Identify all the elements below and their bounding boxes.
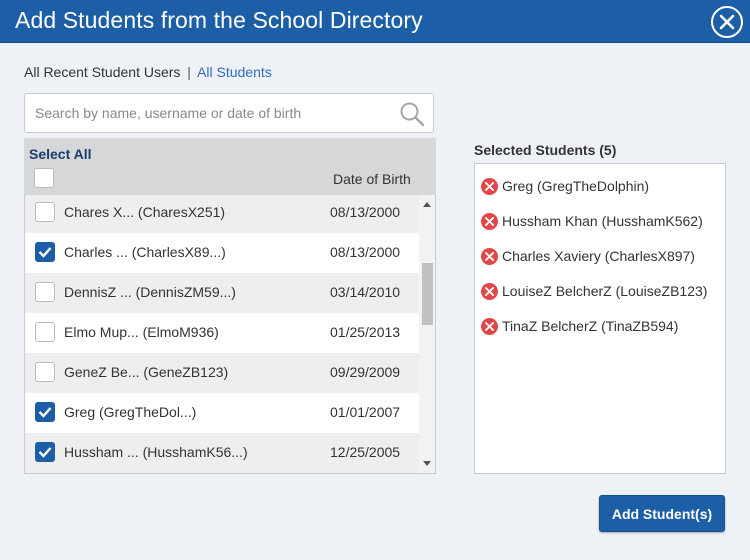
student-row[interactable] [25, 353, 419, 393]
remove-icon[interactable] [481, 178, 498, 195]
close-button[interactable] [711, 6, 743, 38]
student-checkbox[interactable] [35, 282, 55, 302]
student-checkbox[interactable] [35, 402, 55, 422]
student-name: DennisZ ... (DennisZM59...) [64, 284, 236, 300]
student-name: Charles ... (CharlesX89...) [64, 244, 226, 260]
student-row[interactable] [25, 195, 419, 233]
selected-student-label: LouiseZ BelcherZ (LouiseZB123) [502, 283, 708, 299]
student-name: GeneZ Be... (GeneZB123) [64, 364, 229, 380]
selected-student-label: TinaZ BelcherZ (TinaZB594) [502, 318, 679, 334]
student-name: Greg (GregTheDol...) [64, 404, 197, 420]
remove-icon[interactable] [481, 318, 498, 335]
student-checkbox[interactable] [35, 362, 55, 382]
student-dob: 01/25/2013 [330, 324, 401, 340]
add-students-button[interactable]: Add Student(s) [599, 495, 725, 532]
check-icon [38, 406, 52, 418]
student-row[interactable] [25, 393, 419, 433]
student-row[interactable] [25, 433, 419, 473]
scroll-thumb[interactable] [422, 263, 433, 325]
search-input[interactable] [25, 94, 395, 132]
student-checkbox[interactable] [35, 202, 55, 222]
selected-students-list [474, 163, 726, 474]
student-name: Chares X... (CharesX251) [64, 204, 226, 220]
student-name: Hussham ... (HusshamK56...) [64, 444, 248, 460]
student-row[interactable] [25, 273, 419, 313]
close-icon [719, 14, 735, 30]
student-dob: 08/13/2000 [330, 244, 401, 260]
student-checkbox[interactable] [35, 442, 55, 462]
student-dob: 12/25/2005 [330, 444, 401, 460]
selected-student-label: Hussham Khan (HusshamK562) [502, 213, 703, 229]
search-icon[interactable] [399, 101, 425, 127]
select-all-checkbox[interactable] [34, 168, 54, 188]
selected-students-title: Selected Students (5) [474, 142, 617, 158]
remove-icon[interactable] [481, 283, 498, 300]
student-dob: 08/13/2000 [330, 204, 401, 220]
student-row[interactable] [25, 233, 419, 273]
remove-icon[interactable] [481, 213, 498, 230]
filter-separator: | [187, 64, 191, 80]
check-icon [38, 246, 52, 258]
student-checkbox[interactable] [35, 322, 55, 342]
student-dob: 01/01/2007 [330, 404, 401, 420]
student-dob: 03/14/2010 [330, 284, 401, 300]
scroll-up-arrow-icon[interactable] [423, 202, 431, 207]
selected-student-label: Greg (GregTheDolphin) [502, 178, 650, 194]
filter-all-students-link[interactable]: All Students [197, 64, 272, 80]
remove-icon[interactable] [481, 248, 498, 265]
filter-row [24, 64, 272, 80]
student-name: Elmo Mup... (ElmoM936) [64, 324, 219, 340]
search-box [24, 93, 434, 133]
list-scrollbar[interactable] [419, 195, 436, 474]
selected-student-label: Charles Xaviery (CharlesX897) [502, 248, 695, 264]
student-row[interactable] [25, 313, 419, 353]
select-all-link[interactable]: Select All [29, 146, 92, 162]
filter-recent-label: All Recent Student Users [24, 64, 181, 80]
dob-column-header: Date of Birth [333, 171, 411, 187]
dialog-title: Add Students from the School Directory [15, 7, 423, 33]
scroll-down-arrow-icon[interactable] [423, 461, 431, 466]
student-list [24, 195, 436, 474]
student-list-header [24, 138, 436, 195]
dialog-header [0, 0, 750, 43]
student-checkbox[interactable] [35, 242, 55, 262]
check-icon [38, 446, 52, 458]
student-dob: 09/29/2009 [330, 364, 401, 380]
